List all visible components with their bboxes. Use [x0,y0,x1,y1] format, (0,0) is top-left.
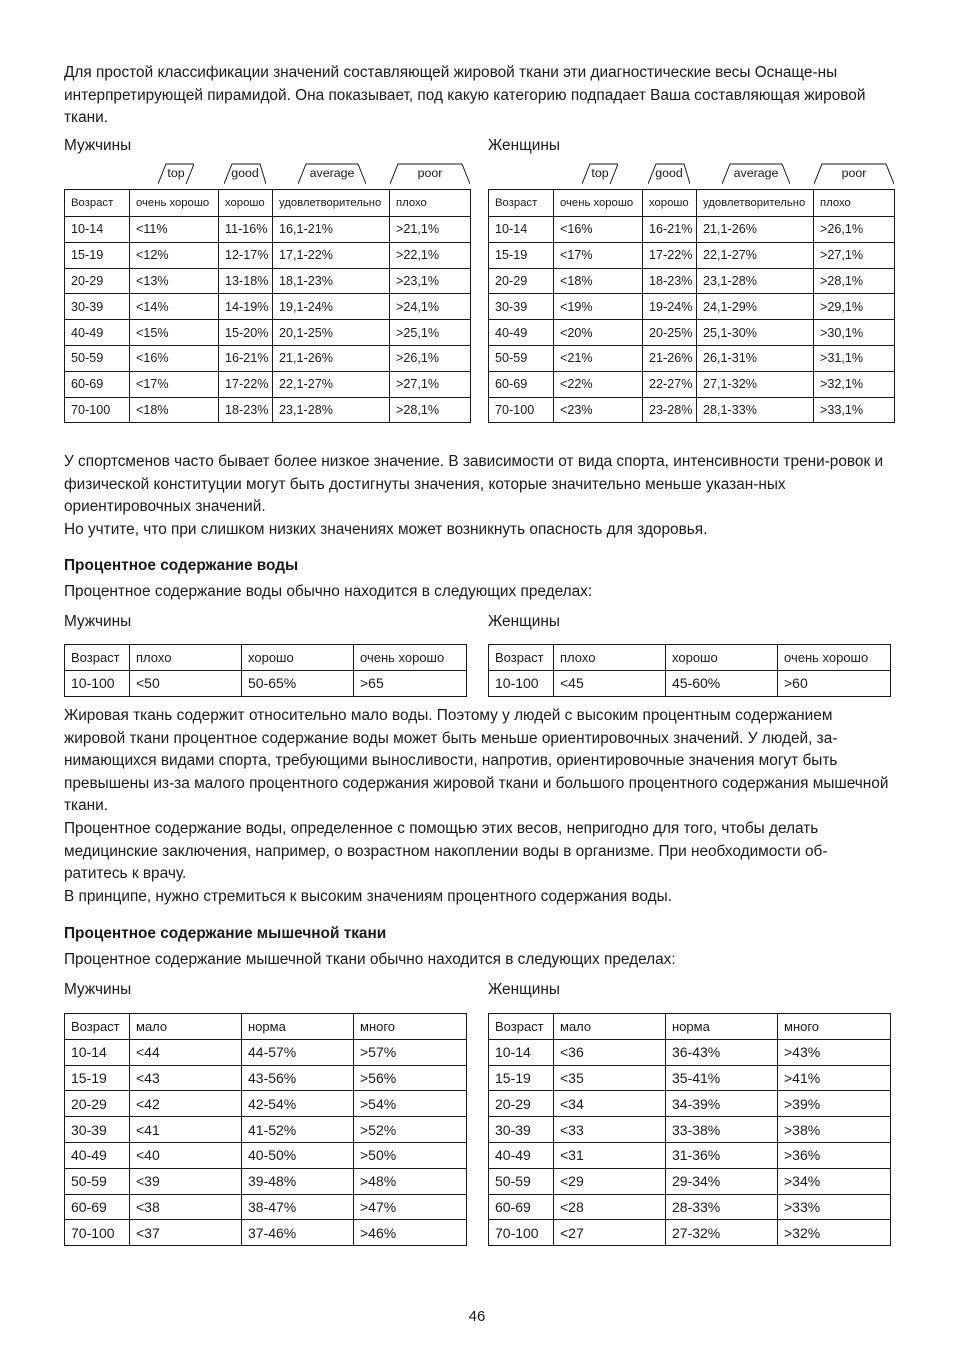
table-row [489,670,891,696]
men-label-fat: Мужчины [64,137,132,154]
table-cell: 15-19 [65,1065,130,1091]
table-cell: 17-22% [219,371,273,397]
table-row [489,242,895,268]
pyramid-average-women [722,163,790,185]
table-cell: 40-49 [489,1142,554,1168]
table-cell: >41% [778,1065,891,1091]
column-header: Возраст [65,1014,130,1040]
table-cell: 22-27% [643,371,697,397]
table-cell: >27,1% [390,371,471,397]
table-cell: 70-100 [489,397,554,423]
table-cell: >56% [354,1065,467,1091]
column-header: очень хорошо [130,190,219,217]
column-header: норма [242,1014,354,1040]
table-cell: 10-14 [65,1039,130,1065]
table-cell: <13% [130,268,219,294]
table-cell: <33 [554,1117,666,1143]
fat-table-women [488,189,895,423]
table-cell: <42 [130,1091,242,1117]
muscle-heading: Процентное содержание мышечной ткани [64,925,387,942]
table-cell: <16% [130,345,219,371]
table-row [65,1091,467,1117]
table-cell: 15-20% [219,320,273,346]
table-cell: 24,1-29% [697,294,814,320]
table-cell: <40 [130,1142,242,1168]
table-cell: 20,1-25% [273,320,390,346]
water-paragraph-3: В принципе, нужно стремиться к высоким значениям процентного содержания воды. [64,888,672,905]
table-cell: 39-48% [242,1168,354,1194]
table-cell: <19% [554,294,643,320]
table-header-row [65,1014,467,1040]
table-row [489,268,895,294]
table-cell: >23,1% [390,268,471,294]
water-table-men [64,644,467,697]
table-cell: >50% [354,1142,467,1168]
table-cell: 19-24% [643,294,697,320]
table-cell: 10-14 [489,1039,554,1065]
table-row [65,1065,467,1091]
table-row [65,397,471,423]
table-cell: >28,1% [814,268,895,294]
column-header: норма [666,1014,778,1040]
table-cell: 18,1-23% [273,268,390,294]
table-cell: 13-18% [219,268,273,294]
pyramid-label: average [733,166,779,180]
table-cell: 34-39% [666,1091,778,1117]
women-label-fat: Женщины [488,137,560,154]
athletes-note: У спортсменов часто бывает более низкое значение. В зависимости от вида спорта, интенсивности трени-ровок и физической конституции могут быть достигнуты значения, которые значительно меньше указан-ных ориентировочных значений. [64,453,884,516]
table-cell: 36-43% [666,1039,778,1065]
table-cell: >25,1% [390,320,471,346]
table-cell: 23-28% [643,397,697,423]
table-cell: >22,1% [390,242,471,268]
table-cell: >21,1% [390,217,471,243]
table-cell: >52% [354,1117,467,1143]
table-cell: 26,1-31% [697,345,814,371]
table-cell: 22,1-27% [697,242,814,268]
pyramid-label: poor [417,166,443,180]
water-heading: Процентное содержание воды [64,557,299,574]
table-row [65,1168,467,1194]
women-label-muscle: Женщины [488,981,560,998]
column-header: очень хорошо [354,645,467,671]
table-cell: <41 [130,1117,242,1143]
table-row [489,371,895,397]
column-header: удовлетворительно [273,190,390,217]
table-cell: <16% [554,217,643,243]
table-cell: 35-41% [666,1065,778,1091]
table-cell: 17-22% [643,242,697,268]
column-header: хорошо [643,190,697,217]
table-cell: 20-25% [643,320,697,346]
table-cell: 10-14 [489,217,554,243]
table-cell: >29,1% [814,294,895,320]
table-cell: 11-16% [219,217,273,243]
table-cell: <18% [130,397,219,423]
table-cell: 15-19 [489,242,554,268]
table-cell: >33% [778,1194,891,1220]
muscle-intro: Процентное содержание мышечной ткани обычно находится в следующих пределах: [64,951,676,968]
table-row [65,1194,467,1220]
table-cell: 38-47% [242,1194,354,1220]
pyramid-label: top [167,166,185,180]
column-header: Возраст [489,645,554,671]
table-cell: 23,1-28% [697,268,814,294]
table-cell: 21-26% [643,345,697,371]
table-cell: <20% [554,320,643,346]
table-row [489,1168,891,1194]
table-cell: <35 [554,1065,666,1091]
table-cell: 70-100 [489,1220,554,1246]
table-cell: >38% [778,1117,891,1143]
table-cell: 10-100 [489,670,554,696]
table-cell: 16-21% [643,217,697,243]
table-cell: 17,1-22% [273,242,390,268]
table-row [65,268,471,294]
table-cell: 60-69 [65,371,130,397]
table-cell: 19,1-24% [273,294,390,320]
column-header: хорошо [666,645,778,671]
table-cell: <43 [130,1065,242,1091]
table-row [489,294,895,320]
table-cell: >28,1% [390,397,471,423]
pyramid-label: good [231,166,259,180]
page-number: 46 [468,1308,486,1325]
table-cell: <45 [554,670,666,696]
table-cell: >39% [778,1091,891,1117]
table-cell: >24,1% [390,294,471,320]
table-cell: <29 [554,1168,666,1194]
table-cell: <34 [554,1091,666,1117]
table-row [489,1039,891,1065]
table-row [489,1194,891,1220]
table-cell: >36% [778,1142,891,1168]
table-cell: >27,1% [814,242,895,268]
table-cell: 23,1-28% [273,397,390,423]
table-cell: 70-100 [65,397,130,423]
table-cell: <39 [130,1168,242,1194]
table-row [489,1117,891,1143]
water-paragraph-2: Процентное содержание воды, определенное с помощью этих весов, непригодно для того, чтобы делать медицинские заключения, например, о возрастном накоплении воды в организме. При необходимости об-ратитесь к врачу. [64,820,828,883]
table-row [489,1220,891,1246]
table-cell: >26,1% [390,345,471,371]
table-row [489,345,895,371]
table-cell: 60-69 [489,1194,554,1220]
muscle-table-men [64,1013,467,1246]
water-paragraph-1: Жировая ткань содержит относительно мало воды. Поэтому у людей с высоким процентным содержанием жировой ткани процентное содержание воды может быть меньше ориентировочных значений. У людей, за-нимающихся видами спорта, требующими выносливости, напротив, ориентировочные значения могут быть превышены из-за малого процентного содержания жировой ткани и большого процентного содержания мышечной ткани. [64,707,889,815]
column-header: очень хорошо [554,190,643,217]
table-cell: 20-29 [65,268,130,294]
table-cell: 10-100 [65,670,130,696]
table-cell: 37-46% [242,1220,354,1246]
pyramid-poor-men [390,163,470,185]
table-row [65,1039,467,1065]
column-header: удовлетворительно [697,190,814,217]
table-cell: <38 [130,1194,242,1220]
table-cell: <36 [554,1039,666,1065]
table-cell: 45-60% [666,670,778,696]
table-cell: >30,1% [814,320,895,346]
column-header: мало [554,1014,666,1040]
table-cell: >31,1% [814,345,895,371]
table-cell: 41-52% [242,1117,354,1143]
table-header-row [65,190,471,217]
table-row [65,294,471,320]
table-header-row [489,645,891,671]
men-label-muscle: Мужчины [64,981,132,998]
table-cell: 30-39 [489,1117,554,1143]
table-cell: <31 [554,1142,666,1168]
table-cell: >54% [354,1091,467,1117]
table-row [65,670,467,696]
table-row [65,1220,467,1246]
table-cell: <15% [130,320,219,346]
intro-paragraph: Для простой классификации значений составляющей жировой ткани эти диагностические весы Оснаще-ны интерпретирующей пирамидой. Она показывает, под какую категорию подпадает Ваша составляющая жировой ткани. [64,64,866,127]
column-header: много [778,1014,891,1040]
table-cell: <28 [554,1194,666,1220]
pyramid-poor-women [814,163,894,185]
table-cell: 50-65% [242,670,354,696]
table-cell: 30-39 [65,1117,130,1143]
pyramid-label: top [591,166,609,180]
table-cell: 16-21% [219,345,273,371]
pyramid-label: good [655,166,683,180]
table-row [489,320,895,346]
table-cell: 25,1-30% [697,320,814,346]
table-cell: 30-39 [489,294,554,320]
table-cell: 27-32% [666,1220,778,1246]
table-header-row [65,645,467,671]
pyramid-label: poor [841,166,867,180]
table-cell: 21,1-26% [273,345,390,371]
table-row [489,1142,891,1168]
table-cell: 21,1-26% [697,217,814,243]
table-cell: >48% [354,1168,467,1194]
table-cell: <14% [130,294,219,320]
pyramid-average-men [298,163,366,185]
table-row [489,397,895,423]
table-cell: 28-33% [666,1194,778,1220]
table-cell: >57% [354,1039,467,1065]
table-cell: <23% [554,397,643,423]
table-cell: 30-39 [65,294,130,320]
table-cell: >65 [354,670,467,696]
pyramid-good-women [648,163,690,185]
table-row [65,1142,467,1168]
table-row [65,242,471,268]
table-cell: 15-19 [65,242,130,268]
table-cell: 42-54% [242,1091,354,1117]
table-cell: >43% [778,1039,891,1065]
table-cell: 60-69 [489,371,554,397]
table-cell: <18% [554,268,643,294]
table-cell: 50-59 [65,1168,130,1194]
table-cell: 22,1-27% [273,371,390,397]
table-cell: >46% [354,1220,467,1246]
pyramid-top-men [158,163,194,185]
table-row [489,1091,891,1117]
table-cell: 40-49 [65,1142,130,1168]
column-header: Возраст [65,645,130,671]
table-cell: 43-56% [242,1065,354,1091]
column-header: хорошо [242,645,354,671]
column-header: хорошо [219,190,273,217]
health-warning: Но учтите, что при слишком низких значениях может возникнуть опасность для здоровья. [64,521,708,538]
table-cell: 10-14 [65,217,130,243]
table-cell: 28,1-33% [697,397,814,423]
table-cell: <11% [130,217,219,243]
table-cell: <37 [130,1220,242,1246]
column-header: очень хорошо [778,645,891,671]
table-row [65,1117,467,1143]
table-cell: 70-100 [65,1220,130,1246]
table-cell: 50-59 [489,1168,554,1194]
table-cell: >32,1% [814,371,895,397]
table-cell: 44-57% [242,1039,354,1065]
fat-table-men [64,189,471,423]
table-cell: 50-59 [65,345,130,371]
table-cell: >34% [778,1168,891,1194]
table-cell: <50 [130,670,242,696]
table-row [65,320,471,346]
table-cell: <17% [130,371,219,397]
table-cell: 40-49 [489,320,554,346]
table-cell: 60-69 [65,1194,130,1220]
table-row [65,345,471,371]
table-cell: >33,1% [814,397,895,423]
table-cell: 27,1-32% [697,371,814,397]
table-cell: <22% [554,371,643,397]
water-table-women [488,644,891,697]
pyramid-top-women [582,163,618,185]
column-header: плохо [130,645,242,671]
table-cell: 33-38% [666,1117,778,1143]
water-intro: Процентное содержание воды обычно находится в следующих пределах: [64,583,593,600]
column-header: плохо [814,190,895,217]
muscle-table-women [488,1013,891,1246]
table-cell: 29-34% [666,1168,778,1194]
men-label-water: Мужчины [64,613,132,630]
table-cell: 15-19 [489,1065,554,1091]
women-label-water: Женщины [488,613,560,630]
column-header: Возраст [489,190,554,217]
table-cell: >60 [778,670,891,696]
table-cell: 18-23% [219,397,273,423]
table-header-row [489,1014,891,1040]
table-cell: 20-29 [489,1091,554,1117]
column-header: много [354,1014,467,1040]
table-cell: 18-23% [643,268,697,294]
table-row [489,1065,891,1091]
table-row [489,217,895,243]
column-header: плохо [390,190,471,217]
table-cell: <12% [130,242,219,268]
table-cell: 20-29 [489,268,554,294]
column-header: Возраст [65,190,130,217]
table-cell: >26,1% [814,217,895,243]
table-cell: >47% [354,1194,467,1220]
table-cell: 31-36% [666,1142,778,1168]
pyramid-good-men [224,163,266,185]
pyramid-label: average [309,166,355,180]
table-row [65,371,471,397]
table-cell: <44 [130,1039,242,1065]
table-cell: 40-49 [65,320,130,346]
table-cell: 40-50% [242,1142,354,1168]
table-header-row [489,190,895,217]
column-header: Возраст [489,1014,554,1040]
table-cell: 20-29 [65,1091,130,1117]
table-cell: <21% [554,345,643,371]
table-cell: <27 [554,1220,666,1246]
table-cell: 12-17% [219,242,273,268]
table-cell: 16,1-21% [273,217,390,243]
column-header: плохо [554,645,666,671]
column-header: мало [130,1014,242,1040]
table-cell: >32% [778,1220,891,1246]
table-cell: <17% [554,242,643,268]
table-row [65,217,471,243]
table-cell: 50-59 [489,345,554,371]
table-cell: 14-19% [219,294,273,320]
